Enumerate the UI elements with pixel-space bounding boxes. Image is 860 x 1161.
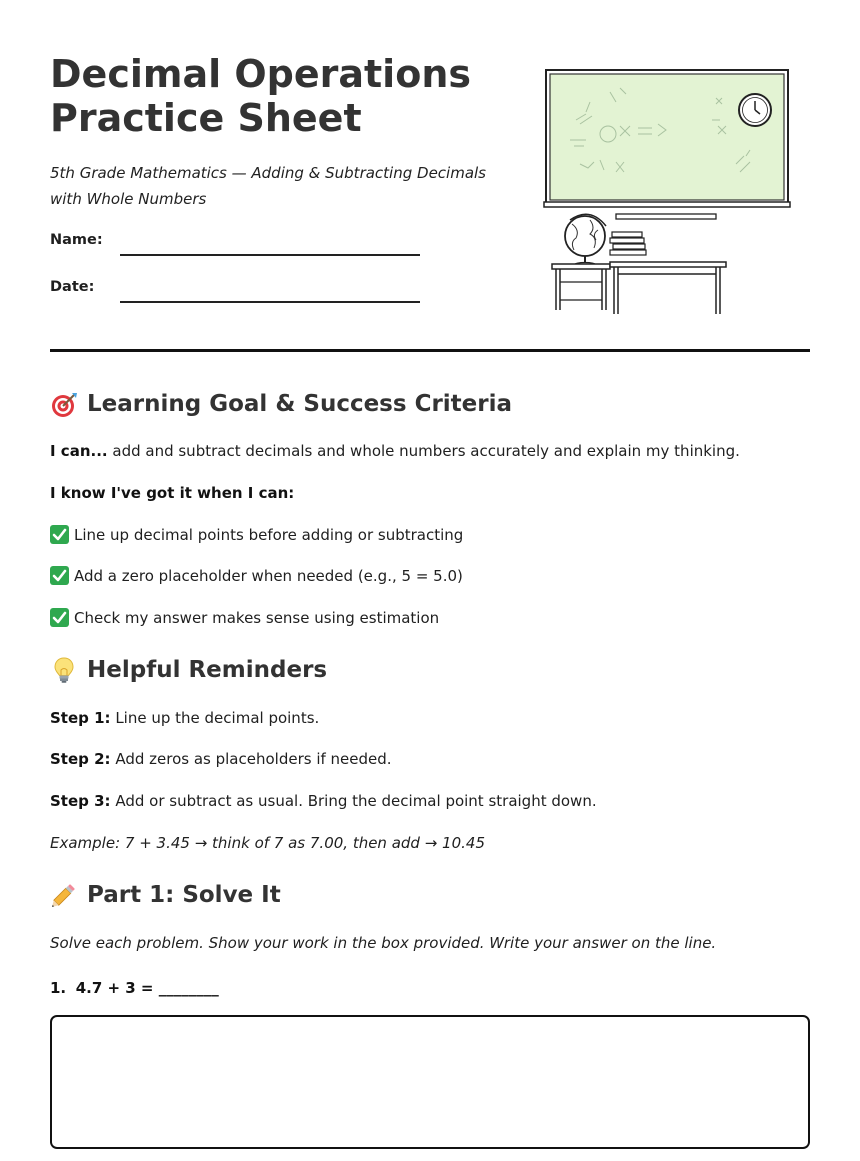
reminders-heading xyxy=(50,655,327,685)
check-mark-icon xyxy=(50,566,69,585)
part1-title: Part 1: Solve It xyxy=(87,882,281,908)
problem-item xyxy=(50,977,219,999)
problem-number: 1. xyxy=(50,979,67,997)
date-label: Date: xyxy=(50,279,95,295)
step-label: Step 3: xyxy=(50,792,111,810)
check-mark-icon xyxy=(50,525,69,544)
i-can-statement xyxy=(50,440,740,462)
step-text: Add or subtract as usual. Bring the decimal point straight down. xyxy=(115,792,597,810)
reminders-title: Helpful Reminders xyxy=(87,657,328,683)
example-text: Example: 7 + 3.45 → think of 7 as 7.00, then add → 10.45 xyxy=(50,834,485,852)
check-mark-icon xyxy=(50,608,69,627)
criteria-text: Check my answer makes sense using estimation xyxy=(74,609,440,627)
step-item xyxy=(50,707,319,729)
learning-goal-title: Learning Goal & Success Criteria xyxy=(87,391,513,417)
page-subtitle: 5th Grade Mathematics — Adding & Subtracting Decimals with Whole Numbers xyxy=(50,164,486,208)
lightbulb-icon xyxy=(50,656,78,684)
learning-goal-heading xyxy=(50,389,512,419)
criteria-intro-text: I know I've got it when I can: xyxy=(50,484,295,502)
title-line-2: Practice Sheet xyxy=(50,96,362,140)
page-title xyxy=(50,52,471,140)
header-divider xyxy=(50,349,810,352)
part1-heading xyxy=(50,880,281,910)
step-text: Line up the decimal points. xyxy=(115,709,320,727)
step-item xyxy=(50,790,597,812)
criteria-text: Line up decimal points before adding or subtracting xyxy=(74,526,464,544)
pencil-icon xyxy=(50,881,78,909)
work-box[interactable] xyxy=(50,1015,810,1149)
date-field[interactable] xyxy=(120,301,420,303)
i-can-label: I can... xyxy=(50,442,108,460)
classroom-illustration xyxy=(540,64,796,320)
part1-instructions: Solve each problem. Show your work in the box provided. Write your answer on the line. xyxy=(50,934,717,952)
step-text: Add zeros as placeholders if needed. xyxy=(115,750,392,768)
name-field[interactable] xyxy=(120,254,420,256)
step-label: Step 2: xyxy=(50,750,111,768)
criteria-item xyxy=(50,524,463,546)
step-label: Step 1: xyxy=(50,709,111,727)
criteria-intro xyxy=(50,482,294,504)
problem-text: 4.7 + 3 = ________ xyxy=(75,979,219,997)
criteria-item xyxy=(50,607,439,629)
i-can-text: add and subtract decimals and whole numbers accurately and explain my thinking. xyxy=(112,442,740,460)
criteria-item xyxy=(50,565,463,587)
target-icon xyxy=(50,390,78,418)
criteria-text: Add a zero placeholder when needed (e.g., 5 = 5.0) xyxy=(74,567,463,585)
title-line-1: Decimal Operations xyxy=(50,52,471,96)
step-item xyxy=(50,748,392,770)
name-label: Name: xyxy=(50,232,103,248)
